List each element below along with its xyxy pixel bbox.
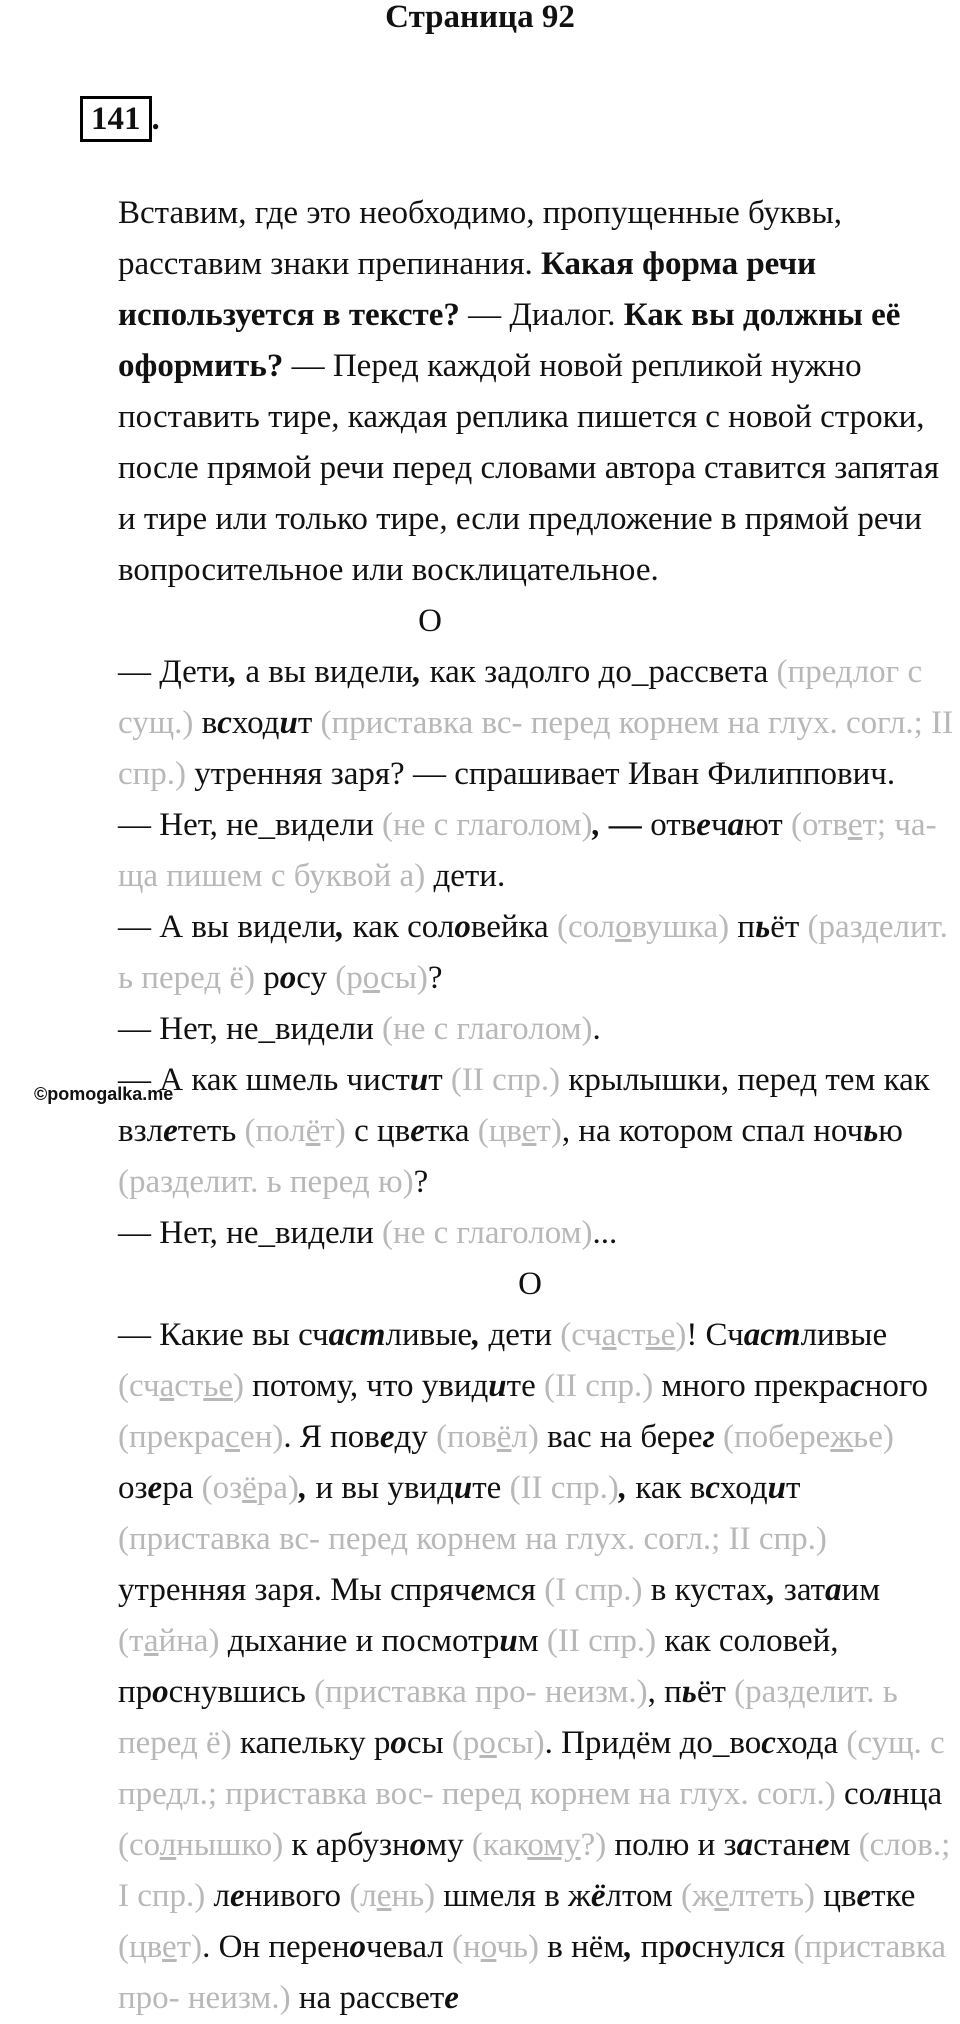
exercise-number: 141 . <box>80 95 160 143</box>
dialogue-line: — Дети, а вы видели, как задолго до_рассвета (предлог с сущ.) всходит (приставка вс- перед корнем на глух. согл.; II спр.) утренняя заря? — спрашивает Иван Филиппович. <box>118 654 954 792</box>
section-mark: О <box>418 603 442 639</box>
dialogue-line: — А вы видели, как соловейка (соловушка) пьёт (разделит. ь перед ё) росу (росы)? <box>118 909 948 996</box>
dialogue-line: — Какие вы счастливые, дети (счастье)! Счастливые (счастье) потому, что увидите (II спр.) много прекрасного (прекрасен). Я поведу (повёл) вас на берег (побережье) озера (озёра), и вы увидите (II спр.), как всходит (приставка вс- перед корнем на глух. согл.; II спр.) утренняя заря. Мы спрячемся (I спр.) в кустах, затаим (тайна) дыхание и посмотрим (II спр.) как соловей, проснувшись (приставка про- неизм.), пьёт (разделит. ь перед ё) капельку росы (росы). Придём до_восхода (сущ. с предл.; приставка вос- перед корнем на глух. согл.) солнца (солнышко) к арбузному (какому?) полю и застанем (слов.; I спр.) ленивого (лень) шмеля в жёлтом (желтеть) цветке (цвет). Он переночевал (ночь) в нём, проснулся (приставка про- неизм.) на рассвете <box>118 1317 951 2016</box>
dialogue-line: — Нет, не_видели (не с глаголом). <box>118 1011 601 1047</box>
section-mark: О <box>518 1266 542 1302</box>
exercise-text <box>4 188 956 2024</box>
page-title: Страница 92 <box>385 0 575 35</box>
dialogue-line: — Нет, не_видели (не с глаголом)... <box>118 1215 618 1251</box>
dialogue-line: — А как шмель чистит (II спр.) крылышки, перед тем как взлететь (полёт) с цветка (цвет), на котором спал ночью (разделит. ь перед ю)? <box>118 1062 930 1200</box>
watermark: ©pomogalka.me <box>34 1084 174 1104</box>
dialogue-line: — Нет, не_видели (не с глаголом), — отвечают (ответ; ча-ща пишем с буквой а) дети. <box>118 807 937 894</box>
intro-paragraph: Вставим, где это необходимо, пропущенные буквы, расставим знаки препинания. Какая форма речи используется в тексте? — Диалог. Как вы должны её оформить? — Перед каждой новой репликой нужно поставить тире, каждая реплика пишется с новой строки, после прямой речи перед словами автора ставится запятая и тире или только тире, если предложение в прямой речи вопросительное или восклицательное. <box>118 195 940 588</box>
